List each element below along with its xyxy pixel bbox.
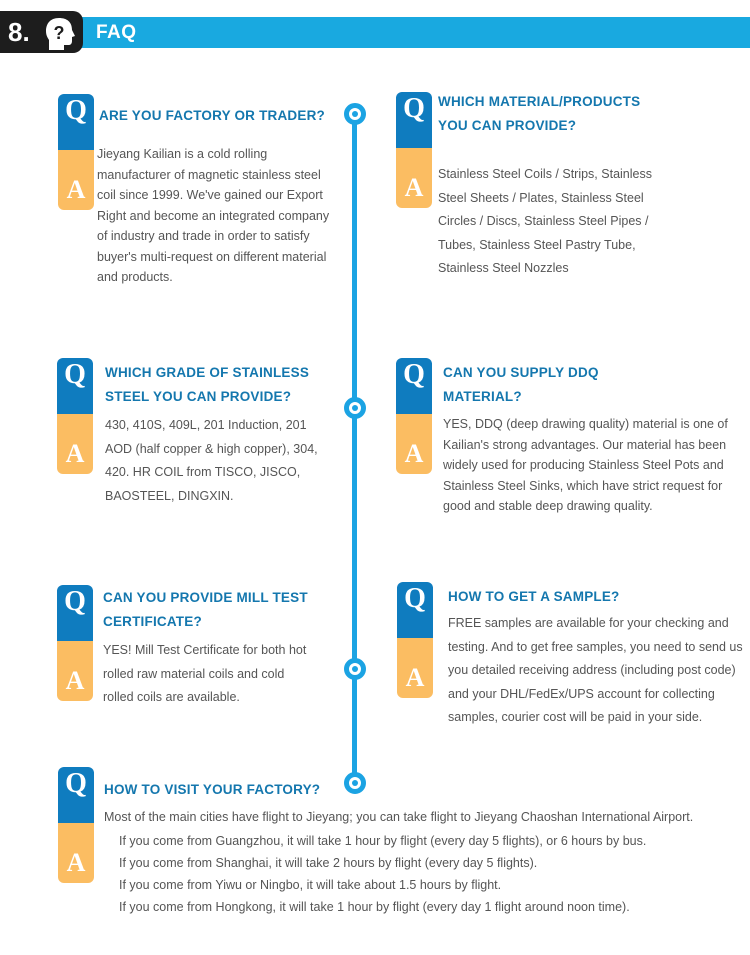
svg-text:?: ? <box>53 23 65 43</box>
timeline-node <box>344 658 366 680</box>
faq-question: HOW TO GET A SAMPLE? <box>448 589 620 604</box>
faq-answer-intro: Most of the main cities have flight to Jieyang; you can take flight to Jieyang Chaoshan International Airport. <box>104 810 694 824</box>
faq-answer-line: If you come from Hongkong, it will take 1 hour by flight (every day 1 flight around noon time). <box>119 900 630 914</box>
head-question-icon <box>44 16 78 52</box>
timeline-node <box>344 397 366 419</box>
q-label: Q <box>396 92 432 154</box>
faq-answer-line: If you come from Shanghai, it will take 2 hours by flight (every day 5 flights). <box>119 856 538 870</box>
q-label: Q <box>58 767 94 829</box>
faq-answer: YES, DDQ (deep drawing quality) material is one of Kailian's strong advantages. Our material has been widely used for producing Stainless Steel Pots and Stainless Steel Sinks, which have strict request for good and stable deep drawing quality. <box>443 417 728 513</box>
faq-question: WHICH MATERIAL/PRODUCTS YOU CAN PROVIDE? <box>438 94 641 133</box>
a-label: A <box>58 823 94 883</box>
faq-question: ARE YOU FACTORY OR TRADER? <box>99 108 325 123</box>
faq-answer: 430, 410S, 409L, 201 Induction, 201 AOD (half copper & high copper), 304, 420. HR COIL from TISCO, JISCO, BAOSTEEL, DINGXIN. <box>105 418 318 503</box>
faq-answer: FREE samples are available for your checking and testing. And to get free samples, you need to send us you detailed receiving address (including post code) and your DHL/FedEx/UPS account for collecting samples, courier cost will be paid in your side. <box>448 616 743 724</box>
a-label: A <box>397 638 433 698</box>
faq-answer-line: If you come from Yiwu or Ningbo, it will take about 1.5 hours by flight. <box>119 878 502 892</box>
q-label: Q <box>57 358 93 420</box>
a-label: A <box>396 414 432 474</box>
a-label: A <box>58 150 94 210</box>
faq-answer-line: If you come from Guangzhou, it will take 1 hour by flight (every day 5 flights), or 6 hours by bus. <box>119 834 647 848</box>
a-label: A <box>396 148 432 208</box>
q-label: Q <box>396 358 432 420</box>
faq-question: CAN YOU SUPPLY DDQ MATERIAL? <box>443 365 599 404</box>
faq-answer: YES! Mill Test Certificate for both hot rolled raw material coils and cold rolled coils are available. <box>103 643 307 704</box>
a-label: A <box>57 414 93 474</box>
timeline-node <box>344 103 366 125</box>
faq-answer <box>104 809 704 918</box>
faq-question: WHICH GRADE OF STAINLESS STEEL YOU CAN PROVIDE? <box>105 365 310 404</box>
faq-question: HOW TO VISIT YOUR FACTORY? <box>104 782 321 797</box>
faq-answer: Stainless Steel Coils / Strips, Stainless Steel Sheets / Plates, Stainless Steel Circles / Discs, Stainless Steel Pipes / Tubes, Stainless Steel Pastry Tube, Stainless Steel Nozzles <box>438 167 652 275</box>
faq-answer: Jieyang Kailian is a cold rolling manufacturer of magnetic stainless steel coil since 1999. We've gained our Export Right and become an integrated company of industry and trade in order to satisfy buyer's multi-request on different material and products. <box>97 147 330 284</box>
q-label: Q <box>57 585 93 647</box>
section-title: FAQ <box>96 22 137 43</box>
q-label: Q <box>397 582 433 644</box>
faq-question: CAN YOU PROVIDE MILL TEST CERTIFICATE? <box>103 590 308 629</box>
header-bar <box>80 17 750 48</box>
timeline-line <box>352 112 357 784</box>
section-number: 8. <box>8 17 30 47</box>
q-label: Q <box>58 94 94 156</box>
a-label: A <box>57 641 93 701</box>
